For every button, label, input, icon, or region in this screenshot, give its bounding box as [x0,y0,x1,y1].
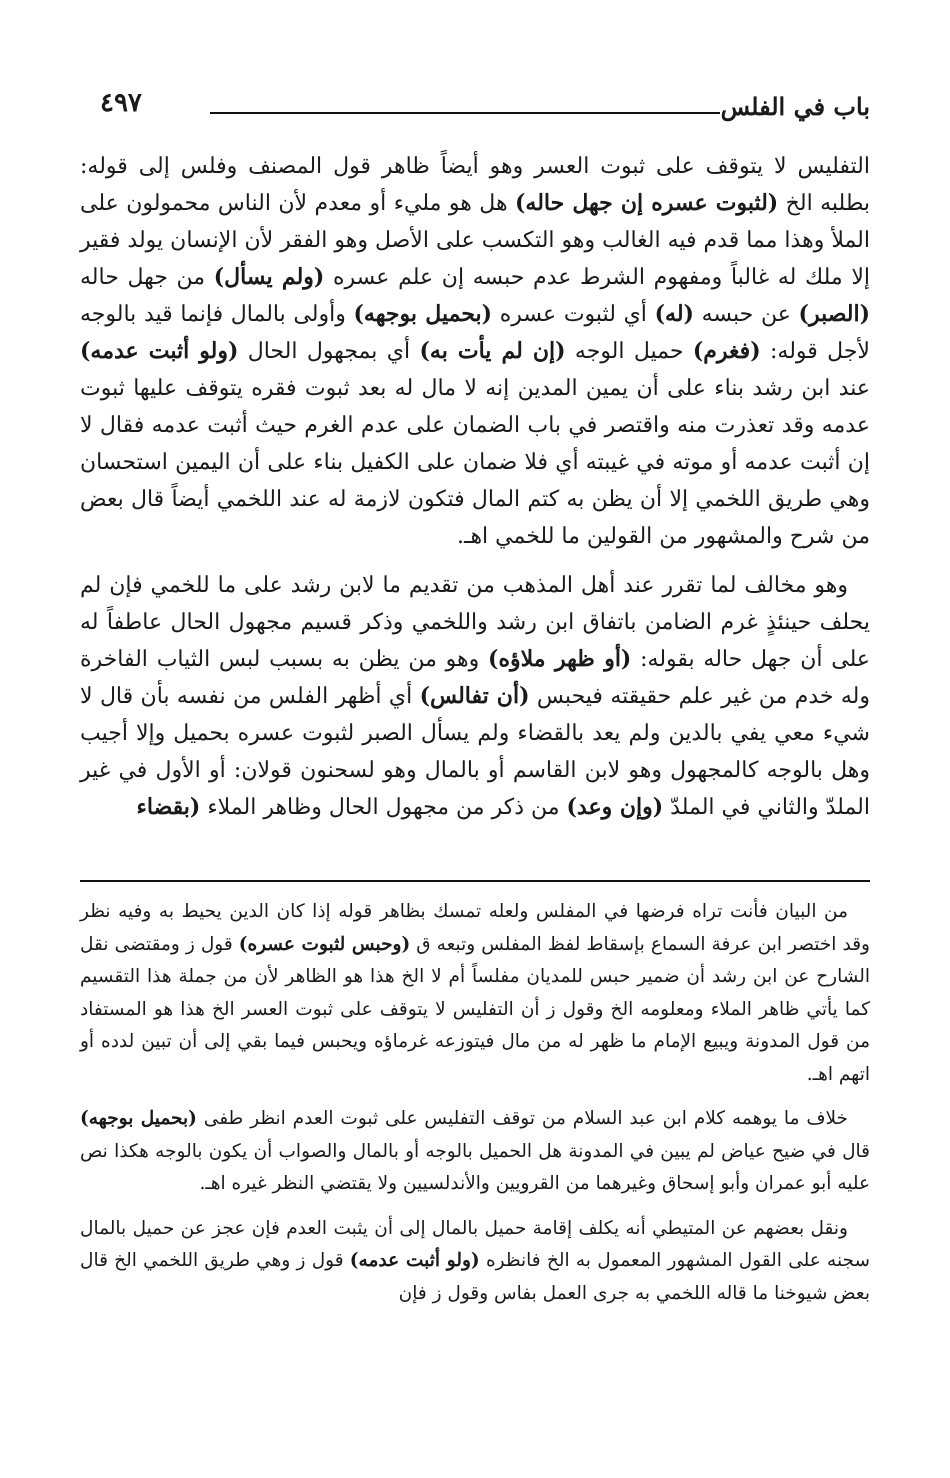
text-run: قال في ضيح عياض لم يبين في المدونة هل الحميل بالوجه أو بالمال والصواب أن يكون بالوجه هكذا نص عليه أبو عمران وأبو إسحاق وغيرهما من القرويين والأندلسيين ولا يقتضي النظر غيره اهـ. [80,1140,870,1194]
bold-term: (ولو أثبت عدمه) [349,1250,480,1271]
bold-term: (لثبوت عسره إن جهل حاله) [515,190,779,216]
text-run: من ذكر من مجهول الحال وظاهر الملاء [200,795,567,820]
bold-term: (وحبس لثبوت عسره) [238,933,411,955]
text-run: خلاف ما يوهمه كلام ابن عبد السلام من توقف التفليس على ثبوت العدم انظر طفى [196,1108,848,1129]
text-run: قول ز ومقتضى نقل الشارح عن ابن رشد أن ضمير حبس للمديان مفلساً أم لا الخ هذا هو الظاهر لأن من جملة هذا التقسيم كما يأتي ظاهر الملاء ومعلومه الخ وقول ز أن التفليس لا يتوقف على ثبوت العسر الخ هذا هو المستفاد من قول المدونة ويبيع الإمام ما ظهر له من مال فيتوزعه غرماؤه ويحبس فيما بقي إلى أن تبين لدده أو اتهم اهـ. [80,933,870,1085]
bold-term: (بحميل بوجهه) [353,301,493,327]
header-rule [210,112,720,114]
text-run: أي لثبوت عسره [492,302,655,327]
bold-term: (بقضاء [136,794,201,820]
text-run: من جهل حاله [80,265,214,290]
bold-term: (الصبر) [798,301,871,327]
chapter-title: باب في الفلس [720,92,870,121]
text-run: ونقل بعضهم عن المتيطي أنه يكلف إقامة حميل بالمال إلى أن يثبت العدم فإن عجز عن حميل بالمال سجنه على القول المشهور المعمول به الخ فانظره [80,1217,870,1271]
text-run: عن حبسه [693,302,799,327]
footnotes [80,896,870,1322]
footnote-paragraph-2 [80,1103,870,1201]
text-run: وهو مخالف لما تقرر عند أهل المذهب من تقديم ما لابن رشد على ما للخمي فإن لم يحلف حينئذٍ غرم الضامن باتفاق ابن رشد واللخمي وذكر قسيم مجهول الحال عاطفاً له على أن جهل حاله بقوله: [80,573,871,672]
bold-term: (ولو أثبت عدمه) [80,338,239,364]
bold-term: (أو ظهر ملاؤه) [488,646,632,672]
text-run: قول ز وهي طريق اللخمي الخ قال بعض شيوخنا ما قاله اللخمي به جرى العمل بفاس وقول ز فإن [80,1250,870,1304]
text-run: التفليس لا يتوقف على ثبوت العسر وهو أيضاً ظاهر قول المصنف وفلس إلى قوله: بطلبه الخ [80,154,871,216]
text-run: وهو من يظن به بسبب لبس الثياب الفاخرة وله خدم من غير علم حقيقته فيحبس [80,647,870,709]
main-paragraph-1 [80,148,870,555]
bold-term: (فغرم) [692,338,761,364]
page-number: ٤٩٧ [100,88,142,118]
main-paragraph-2 [80,567,870,826]
bold-term: (بحميل بوجهه) [80,1108,197,1129]
text-run: أي أظهر الفلس من نفسه بأن قال لا شيء معي يفي بالدين ولم يعد بالقضاء ولم يسأل الصبر لثبوت عسره بحميل وإلا أجيب وهل بالوجه كالمجهول وهو لابن القاسم أو بالمال وهو لسحنون قولان: أو الأول في غير الملدّ والثاني في الملدّ [80,684,870,820]
text-run: وأولى بالمال فإنما قيد بالوجه لأجل قوله: [80,302,870,364]
main-text [80,148,870,838]
text-run: من البيان فأنت تراه فرضها في المفلس ولعله تمسك بظاهر قوله إذا كان الدين يحيط به وفيه نظر وقد اختصر ابن عرفة السماع بإسقاط لفظ المفلس وتبعه ق [80,901,870,955]
footnote-paragraph-1 [80,896,870,1091]
text-run: أي بمجهول الحال [238,339,420,364]
footnote-separator [80,880,870,882]
text-run: عند ابن رشد بناء على أن يمين المدين إنه لا مال له بعد ثبوت فقره يتوقف عليها ثبوت عدمه وقد تعذرت منه واقتصر في باب الضمان على عدم الغرم حيث أثبت عدمه فقال لا إن أثبت عدمه أو موته في غيبته أي فلا ضمان على الكفيل بناء على أن اليمين استحسان وهي طريق اللخمي إلا أن يظن به كتم المال فتكون لازمة له عند اللخمي أيضاً قال بعض من شرح والمشهور من القولين ما للخمي اهـ. [80,376,870,549]
bold-term: (له) [654,301,694,327]
bold-term: (أن تفالس) [419,683,530,709]
bold-term: (إن لم يأت به) [419,338,566,364]
text-run: هل هو مليء أو معدم لأن الناس محمولون على الملأ وهذا مما قدم فيه الغالب وهو التكسب على الأصل وهو الفقر لأن الإنسان يولد فقير إلا ملك له غالباً ومفهوم الشرط عدم حبسه إن علم عسره [80,191,870,290]
bold-term: (وإن وعد) [566,794,664,820]
text-run: حميل الوجه [565,339,693,364]
bold-term: (ولم يسأل) [213,264,325,290]
footnote-paragraph-3 [80,1213,870,1311]
running-header [100,88,870,128]
